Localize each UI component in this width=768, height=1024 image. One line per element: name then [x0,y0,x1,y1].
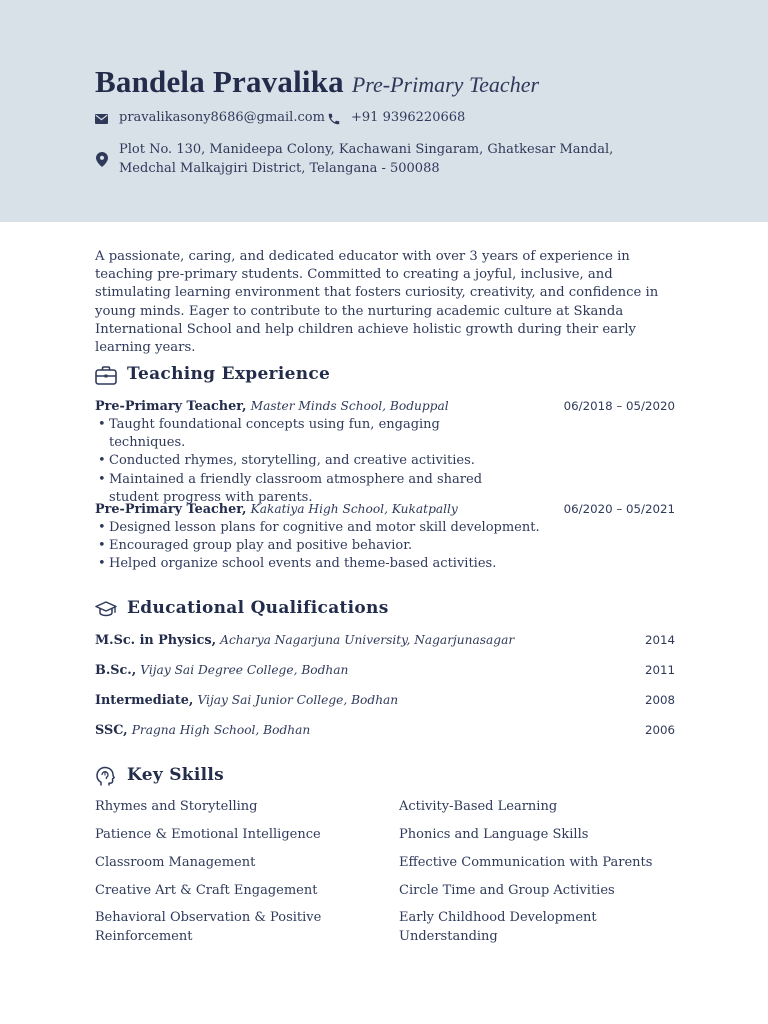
briefcase-icon [95,366,117,389]
phone-number[interactable]: +91 9396220668 [351,110,466,125]
degree: SSC, [95,723,128,738]
envelope-icon [95,114,108,124]
skill-item: Rhymes and Storytelling [95,799,258,814]
name-row [95,64,539,100]
bullet-item: • Helped organize school events and theme-based activities. [95,555,515,573]
skill-item: Classroom Management [95,855,256,870]
institution: Acharya Nagarjuna University, Nagarjunasagar [220,633,515,647]
job-dates: 06/2018 – 05/2020 [563,399,675,413]
graduation-cap-icon [95,601,117,622]
bullet-item: • Maintained a friendly classroom atmosphere and shared student progress with parents. [95,471,515,507]
section-heading-skills: Key Skills [127,765,225,785]
graduation-year: 2008 [644,693,675,707]
bullet-item: • Encouraged group play and positive behavior. [95,537,515,555]
job-role: Pre-Primary Teacher, [95,502,247,517]
education-entry [95,721,675,740]
education-entry [95,691,675,710]
map-pin-icon [96,152,108,167]
skill-item: Behavioral Observation & Positive Reinforcement [95,910,322,944]
job-entry [95,397,675,507]
skill-item: Activity-Based Learning [399,799,558,814]
graduation-year: 2014 [644,633,675,647]
job-entry [95,500,675,574]
candidate-name: Bandela Pravalika [95,64,344,99]
section-heading-education: Educational Qualifications [127,598,389,618]
job-title: Pre-Primary Teacher [351,72,540,97]
bullet-item: • Taught foundational concepts using fun, engaging techniques. [95,416,515,452]
skill-item: Circle Time and Group Activities [399,883,615,898]
bullet-item: • Conducted rhymes, storytelling, and creative activities. [95,452,515,470]
institution: Vijay Sai Junior College, Bodhan [197,693,399,707]
skill-item: Patience & Emotional Intelligence [95,827,321,842]
skill-item: Phonics and Language Skills [399,827,589,842]
skill-item: Creative Art & Craft Engagement [95,883,318,898]
bullet-item: • Designed lesson plans for cognitive and motor skill development. [95,519,555,537]
institution: Vijay Sai Degree College, Bodhan [140,663,349,677]
degree: M.Sc. in Physics, [95,633,217,648]
degree: Intermediate, [95,693,194,708]
phone-icon [327,112,341,126]
graduation-year: 2006 [644,723,675,737]
institution: Pragna High School, Bodhan [131,723,311,737]
degree: B.Sc., [95,663,137,678]
skill-item: Effective Communication with Parents [399,855,653,870]
head-brain-icon [95,766,116,791]
profile-summary: A passionate, caring, and dedicated educator with over 3 years of experience in teaching pre-primary students. Committed to creating a joyful, inclusive, and stimulating learning environment that fosters curiosity, creativity, and confidence in young minds. Eager to contribute to the nurturing academic culture at Skanda International School and help children achieve holistic growth during their early learning years. [95,249,659,356]
job-dates: 06/2020 – 05/2021 [563,502,675,516]
job-role: Pre-Primary Teacher, [95,399,247,414]
education-entry [95,661,675,680]
section-heading-experience: Teaching Experience [127,364,331,384]
graduation-year: 2011 [644,663,675,677]
skill-item: Early Childhood Development Understanding [399,910,597,944]
education-entry [95,631,675,650]
job-bullets [95,416,675,507]
job-bullets [95,519,675,574]
job-organization: Kakatiya High School, Kukatpally [250,502,458,516]
email-link[interactable]: pravalikasony8686@gmail.com [119,110,325,125]
job-organization: Master Minds School, Boduppal [250,399,449,413]
address: Plot No. 130, Manideepa Colony, Kachawani Singaram, Ghatkesar Mandal, Medchal Malkajgiri District, Telangana - 500088 [119,142,614,176]
